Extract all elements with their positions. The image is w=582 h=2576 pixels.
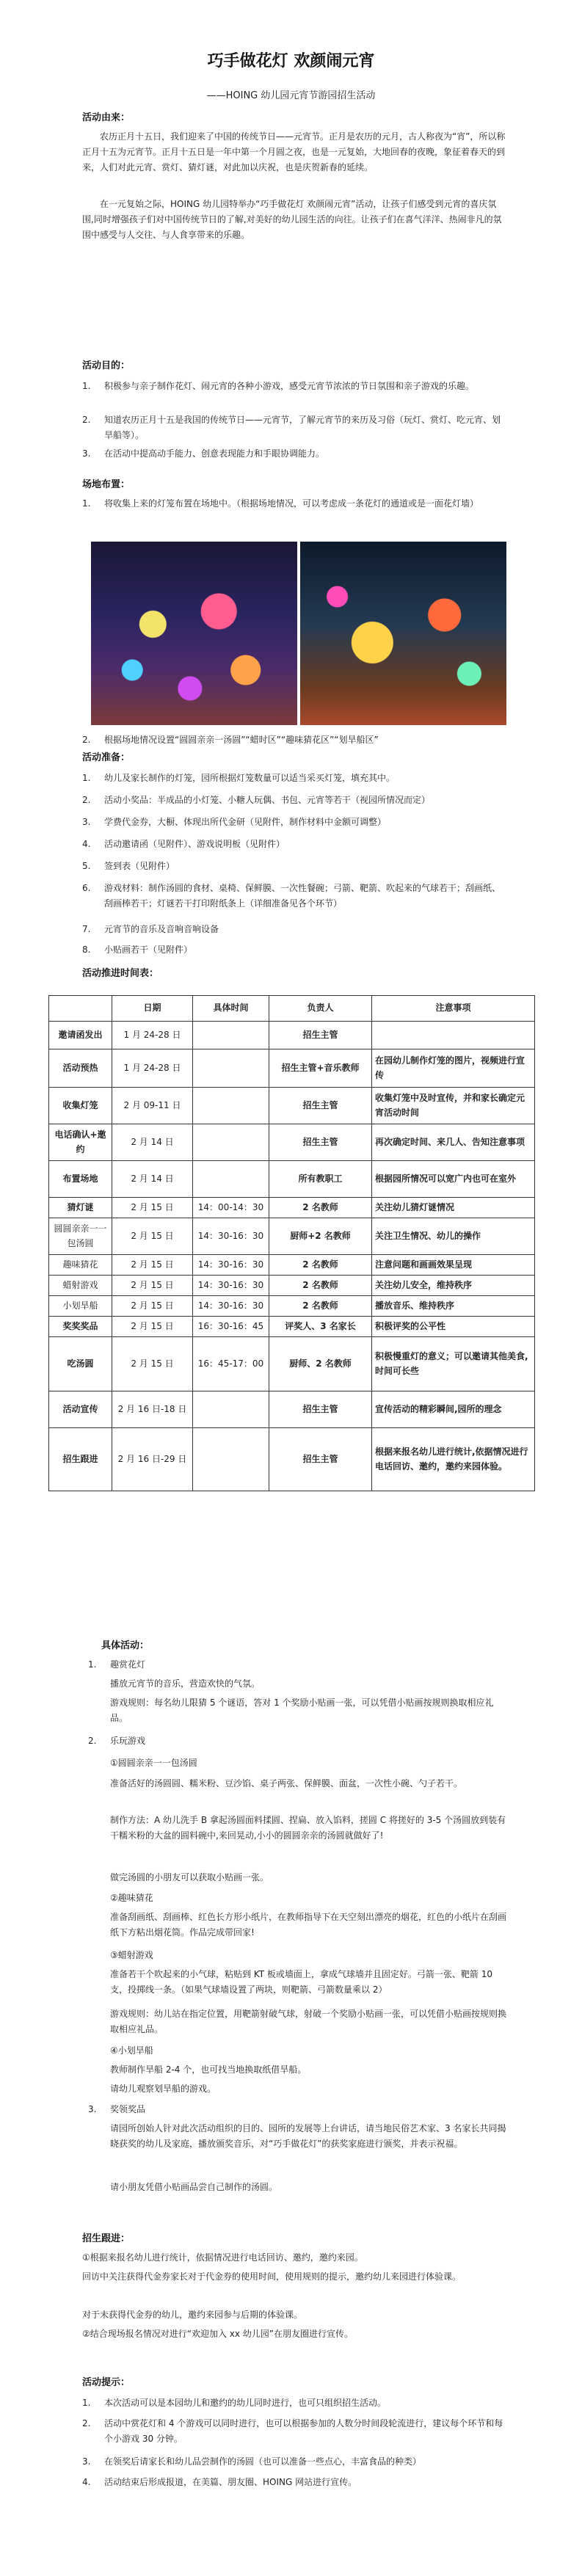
table-cell [193, 1088, 269, 1124]
table-row [49, 1049, 535, 1088]
table-row [49, 1255, 535, 1276]
content-line: ④小划旱船 [110, 2045, 153, 2056]
table-cell: 招生主管 [269, 1428, 372, 1491]
table-cell: 招生主管 [269, 1088, 372, 1124]
schedule-table [48, 995, 535, 1491]
list-item: 3. 学费代金券，大橱、体现出所代金研（见附件，制作材料中金额可调整） [82, 817, 387, 827]
table-cell: 2 名教师 [269, 1296, 372, 1317]
table-cell: 邀请函发出 [49, 1022, 112, 1049]
section-heading-background: 活动由来： [82, 112, 131, 123]
content-line: ②趣味猜花 [110, 1893, 153, 1903]
table-cell: 关注卫生情况、幼儿的操作 [372, 1218, 535, 1255]
table-cell: 1 月 24-28 日 [112, 1049, 193, 1088]
table-cell [193, 1391, 269, 1428]
table-row [49, 1337, 535, 1391]
section-heading-venue: 场地布置： [82, 479, 131, 490]
table-cell: 2 名教师 [269, 1276, 372, 1296]
table-cell: 关注幼儿安全，维持秩序 [372, 1276, 535, 1296]
table-cell: 再次确定时间、来几人、告知注意事项 [372, 1124, 535, 1161]
section-heading-followup: 招生跟进： [82, 2233, 131, 2244]
content-line: 教师制作旱船 2-4 个，也可找当地换取纸借旱船。 [110, 2064, 307, 2075]
table-row [49, 1161, 535, 1198]
table-cell [193, 1428, 269, 1491]
table-cell: 宣传活动的精彩瞬间,园所的理念 [372, 1391, 535, 1428]
content-line: 准备活好的汤圆圆、糯米粉、豆沙馅、桌子两张、保鲜膜、面盆，一次性小碗、勺子若干。 [110, 1778, 463, 1789]
table-cell: 14：30-16：30 [193, 1218, 269, 1255]
content-line: 请幼儿观察划旱船的游戏。 [110, 2084, 217, 2094]
content-line: 制作方法：A 幼儿洗手 B 拿起汤圆面料揉圆、捏扁、放入馅料，搓圆 C 将搓好的 3-5 个汤圆放到装有干糯米粉的大盆的圆料碗中,来回晃动,小小的圆圆亲亲的汤圆就做好了! [110, 1815, 506, 1841]
list-item: 1. 积极参与亲子制作花灯、闹元宵的各种小游戏，感受元宵节浓浓的节日氛围和亲子游戏的乐趣。 [82, 381, 475, 391]
list-item: 5. 签到表（见附件） [82, 861, 175, 871]
section-heading-prep: 活动准备： [82, 752, 131, 763]
page-title: 巧手做花灯 欢颜闹元宵 [207, 51, 375, 70]
table-cell: 2 月 16 日-18 日 [112, 1391, 193, 1428]
background-paragraph-1: 农历正月十五日，我们迎来了中国的传统节日——元宵节。正月是农历的元月，古人称夜为“宵”，所以称正月十五为元宵节。正月十五日是一年中第一个月圆之夜，也是一元复始，大地回春的夜晚，象征着春天的到来，人们对此元宵、赏灯、猜灯谜，对此加以庆祝，也是庆贺新春的延续。 [82, 131, 506, 172]
table-row [49, 1124, 535, 1161]
column-header: 具体时间 [193, 996, 269, 1022]
list-item: 3. 在领奖后请家长和幼儿品尝制作的汤圆（也可以准备一些点心，丰富食品的种类） [82, 2456, 422, 2467]
column-header: 负责人 [269, 996, 372, 1022]
column-header: 注意事项 [372, 996, 535, 1022]
lantern-photo-right [300, 542, 506, 725]
table-cell: 2 月 15 日 [112, 1296, 193, 1317]
table-cell: 2 月 15 日 [112, 1255, 193, 1276]
table-cell [193, 1049, 269, 1088]
content-line: ①根据来报名幼儿进行统计，依据情况进行电话回访、邀约，邀约来园。 [82, 2252, 363, 2263]
table-cell: 2 名教师 [269, 1255, 372, 1276]
list-item: 4. 活动邀请函（见附件）、游戏说明板（见附件） [82, 839, 285, 849]
table-cell [372, 1022, 535, 1049]
table-cell: 吃汤圆 [49, 1337, 112, 1391]
table-row [49, 1391, 535, 1428]
table-row [49, 1218, 535, 1255]
table-cell: 根据来报名幼儿进行统计,依据情况进行电话回访、邀约，邀约来园体验。 [372, 1428, 535, 1491]
table-row [49, 1296, 535, 1317]
table-cell: 厨师、2 名教师 [269, 1337, 372, 1391]
table-cell: 播放音乐、维持秩序 [372, 1296, 535, 1317]
list-item: 2. 根据场地情况设置“圆圆亲亲一汤圆”“蜡时区”“趣味猜花区”“划旱船区” [82, 735, 379, 745]
table-cell: 招生主管 [269, 1391, 372, 1428]
content-line: 回访中关注获得代金券家长对于代金券的使用时间，使用规则的提示，邀约幼儿来园进行体验课。 [82, 2271, 462, 2282]
content-line: 请园所创始人针对此次活动组织的目的、园所的发展等上台讲话，请当地民俗艺术家、3 名家长共同揭晓获奖的幼儿及家庭，播放颁奖音乐，对“巧手做花灯”的获奖家庭进行颁奖，并表示祝福。 [110, 2123, 506, 2149]
content-line: 准备刮画纸、刮画棒、红色长方形小纸片，在教师指导下在天空刻出漂亮的烟花，红色的小纸片在刮画纸下方粘出烟花筒。作品完成带回家! [110, 1912, 507, 1938]
table-cell: 布置场地 [49, 1161, 112, 1198]
table-cell: 2 月 16 日-29 日 [112, 1428, 193, 1491]
table-cell: 趣味猜花 [49, 1255, 112, 1276]
table-cell: 招生主管 [269, 1124, 372, 1161]
content-line: 准备若干个吹起来的小气球，粘贴到 KT 板或墙面上，拿成气球墙并且固定好。弓箭一张、靶箭 10 支，投掷线一条。（如果气球墙设置了两块，则靶箭、弓箭数量乘以 2） [110, 1969, 492, 1995]
list-item: 6. 游戏材料：制作汤圆的食材、桌椅、保鲜膜、一次性餐碗；弓箭、靶箭、吹起来的气球若干；刮画纸、刮画棒若干；灯谜若干打印附纸条上（详细准备见各个环节） [82, 883, 501, 909]
table-cell: 收集灯笼中及时宣传，并和家长确定元宵活动时间 [372, 1088, 535, 1124]
table-cell: 活动预热 [49, 1049, 112, 1088]
table-cell: 16：45-17：00 [193, 1337, 269, 1391]
table-cell: 招生主管 [269, 1022, 372, 1049]
list-item: 2. 活动小奖品：半成品的小灯笼、小糖人玩偶、书包、元宵等若干（视园所情况而定） [82, 795, 431, 805]
list-item: 3. 奖领奖品 [88, 2104, 146, 2114]
list-item: 3. 在活动中提高动手能力、创意表现能力和手眼协调能力。 [82, 448, 325, 459]
list-item: 1. 将收集上来的灯笼布置在场地中。（根据场地情况，可以考虑成一条花灯的通道或是一面花灯墙） [82, 498, 479, 509]
table-cell: 收集灯笼 [49, 1088, 112, 1124]
content-line: 播放元宵节的音乐，营造欢快的气氛。 [110, 1678, 261, 1689]
list-item: 1. 本次活动可以是本园幼儿和邀约的幼儿同时进行，也可只组织招生活动。 [82, 2398, 387, 2408]
table-cell: 1 月 24-28 日 [112, 1022, 193, 1049]
content-line: 游戏规则：每名幼儿限猜 5 个谜语，答对 1 个奖励小贴画一张，可以凭借小贴画按规则换取相应礼品。 [110, 1698, 494, 1723]
table-cell: 所有教职工 [269, 1161, 372, 1198]
table-cell: 圆圆亲亲一一包汤圆 [49, 1218, 112, 1255]
table-cell: 14：00-14：30 [193, 1198, 269, 1218]
content-line: ①圆圆亲亲一一包汤圆 [110, 1758, 197, 1768]
section-heading-tips: 活动提示： [82, 2377, 131, 2388]
table-cell: 2 月 15 日 [112, 1198, 193, 1218]
table-cell: 2 月 15 日 [112, 1337, 193, 1391]
table-cell: 注意问题和画画效果呈现 [372, 1255, 535, 1276]
content-line: ③蜡射游戏 [110, 1950, 153, 1960]
table-cell: 14：30-16：30 [193, 1276, 269, 1296]
section-heading-goals: 活动目的： [82, 360, 131, 371]
table-cell: 2 月 14 日 [112, 1161, 193, 1198]
table-cell: 关注幼儿猜灯谜情况 [372, 1198, 535, 1218]
content-line: 请小朋友凭借小贴画品尝自己制作的汤圆。 [110, 2182, 278, 2192]
list-item: 1. 幼儿及家长制作的灯笼，园所根据灯笼数量可以适当采买灯笼，填充其中。 [82, 773, 396, 783]
table-cell: 2 月 15 日 [112, 1218, 193, 1255]
section-heading-schedule: 活动推进时间表： [82, 968, 159, 979]
table-cell: 招生跟进 [49, 1428, 112, 1491]
table-cell: 14：30-16：30 [193, 1255, 269, 1276]
table-cell: 2 月 09-11 日 [112, 1088, 193, 1124]
table-row [49, 1022, 535, 1049]
table-cell: 小划旱船 [49, 1296, 112, 1317]
table-cell: 积极评奖的公平性 [372, 1317, 535, 1337]
table-cell: 活动宣传 [49, 1391, 112, 1428]
table-row [49, 1317, 535, 1337]
content-line: 对于未获得代金券的幼儿，邀约来园参与后期的体验课。 [82, 2310, 303, 2320]
list-item: 8. 小贴画若干（见附件） [82, 945, 193, 955]
section-heading-contents: 具体活动： [101, 1640, 150, 1651]
lantern-photo-left [91, 542, 297, 725]
table-cell: 在园幼儿制作灯笼的图片，视频进行宣传 [372, 1049, 535, 1088]
page-subtitle: ——HOING 幼儿园元宵节游园招生活动 [206, 90, 376, 101]
table-cell: 根据园所情况可以宽广内也可在室外 [372, 1161, 535, 1198]
content-line: 做完汤圆的小朋友可以获取小贴画一张。 [110, 1872, 269, 1882]
table-cell [193, 1022, 269, 1049]
table-cell: 2 月 15 日 [112, 1276, 193, 1296]
column-header [49, 996, 112, 1022]
table-cell: 16：30-16：45 [193, 1317, 269, 1337]
table-cell: 猜灯谜 [49, 1198, 112, 1218]
background-paragraph-2: 在一元复始之际，HOING 幼儿园特举办“巧手做花灯 欢颜闹元宵”活动，让孩子们感受到元宵的喜庆氛围,同时增强孩子们对中国传统节日的了解,对美好的幼儿园生活的向往。让孩子们在喜气洋洋、热闹非凡的氛围中感受与人交往、与人食享带来的乐趣。 [82, 199, 502, 240]
table-cell: 2 月 14 日 [112, 1124, 193, 1161]
table-cell [193, 1124, 269, 1161]
content-line: 游戏规则：幼儿站在指定位置，用靶箭射破气球，射破一个奖励小贴画一张，可以凭借小贴画按规则换取相应礼品。 [110, 2009, 507, 2034]
list-item: 2. 乐玩游戏 [88, 1736, 146, 1746]
table-header-row [49, 996, 535, 1022]
table-row [49, 1088, 535, 1124]
list-item: 7. 元宵节的音乐及音响音响设备 [82, 924, 219, 934]
list-item: 4. 活动结束后形成报道，在美篇、朋友圈、HOING 网站进行宣传。 [82, 2477, 357, 2487]
table-cell: 电话确认+邀约 [49, 1124, 112, 1161]
table-cell: 2 月 15 日 [112, 1317, 193, 1337]
table-cell: 14：30-16：30 [193, 1296, 269, 1317]
lantern-photos [91, 542, 506, 725]
table-cell: 评奖人、3 名家长 [269, 1317, 372, 1337]
table-cell: 招生主管+音乐教师 [269, 1049, 372, 1088]
table-cell: 积极慢重灯的意义；可以邀请其他美食,时间可长些 [372, 1337, 535, 1391]
table-row [49, 1198, 535, 1218]
table-row [49, 1428, 535, 1491]
table-cell: 厨师+2 名教师 [269, 1218, 372, 1255]
content-line: ②结合现场报名情况对进行“欢迎加入 xx 幼儿园”在朋友圈进行宣传。 [82, 2329, 354, 2339]
table-row [49, 1276, 535, 1296]
table-cell [193, 1161, 269, 1198]
table-cell: 2 名教师 [269, 1198, 372, 1218]
list-item: 2. 知道农历正月十五是我国的传统节日——元宵节，了解元宵节的来历及习俗（玩灯、赏灯、吃元宵、划旱船等）。 [82, 415, 501, 440]
column-header: 日期 [112, 996, 193, 1022]
list-item: 1. 趣赏花灯 [88, 1659, 146, 1670]
table-cell: 奖奖奖品 [49, 1317, 112, 1337]
list-item: 2. 活动中赏花灯和 4 个游戏可以同时进行，也可以根据参加的人数分时间段轮流进行，建议每个环节和每个小游戏 30 分钟。 [82, 2418, 503, 2444]
table-cell: 蜡射游戏 [49, 1276, 112, 1296]
